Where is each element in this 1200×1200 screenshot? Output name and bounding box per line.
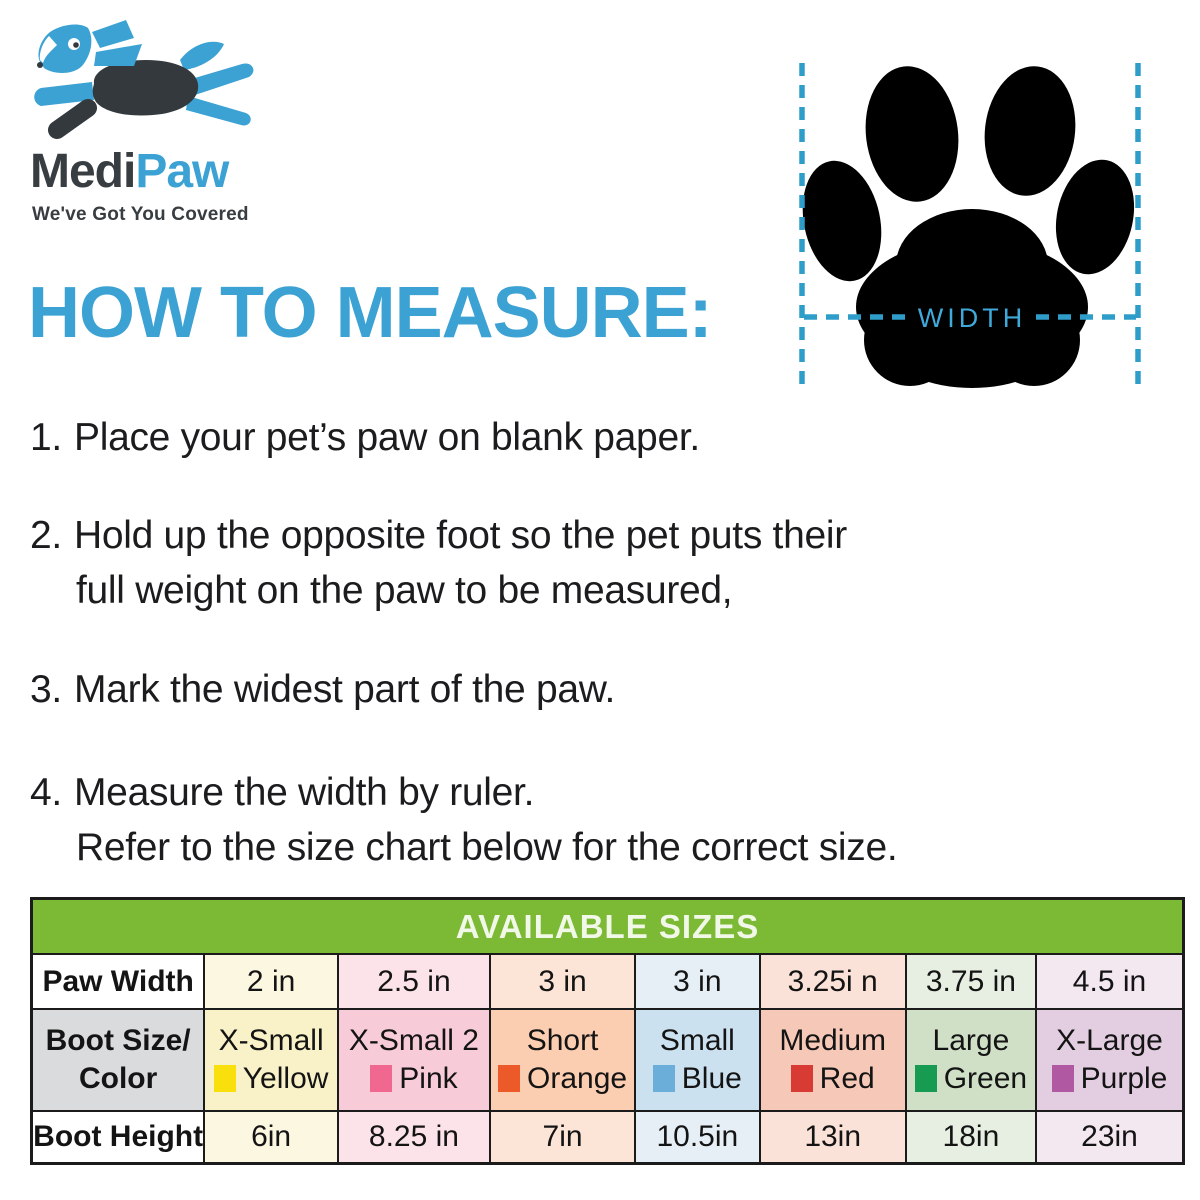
available-sizes-header: AVAILABLE SIZES: [32, 899, 1184, 955]
brand-name-medi: Medi: [30, 145, 136, 198]
color-swatch: [1052, 1065, 1074, 1092]
color-swatch: [214, 1065, 236, 1092]
paw-width-row: [32, 954, 1184, 1009]
boot-height-cell: 10.5in: [635, 1111, 759, 1164]
boot-height-cell: 18in: [906, 1111, 1036, 1164]
color-swatch: [791, 1065, 813, 1092]
available-sizes-header-row: [32, 899, 1184, 955]
step-1-number: 1.: [30, 416, 62, 459]
page-title: HOW TO MEASURE:: [28, 273, 712, 353]
boot-height-label: Boot Height: [32, 1111, 205, 1164]
boot-size-color-label: Boot Size/ Color: [32, 1009, 205, 1111]
dog-logo-icon: [30, 18, 262, 144]
paw-width-label: Paw Width: [32, 954, 205, 1009]
step-3: [30, 662, 615, 717]
boot-height-cell: 8.25 in: [338, 1111, 490, 1164]
sizes-table: [30, 897, 1185, 1165]
paw-width-diagram: [790, 55, 1150, 400]
boot-size-cell: X-Small Yellow: [204, 1009, 338, 1111]
paw-print-icon: [792, 61, 1144, 388]
step-2-number: 2.: [30, 514, 62, 557]
boot-height-cell: 7in: [490, 1111, 635, 1164]
step-2-text: Hold up the opposite foot so the pet puts their: [74, 514, 847, 557]
paw-width-cell: 2.5 in: [338, 954, 490, 1009]
boot-size-cell: Medium Red: [760, 1009, 906, 1111]
step-4: [30, 765, 897, 875]
boot-height-cell: 23in: [1036, 1111, 1184, 1164]
step-2-text-line2: full weight on the paw to be measured,: [76, 569, 733, 612]
color-swatch: [498, 1065, 520, 1092]
paw-width-cell: 2 in: [204, 954, 338, 1009]
step-3-number: 3.: [30, 668, 62, 711]
brand-tagline: We've Got You Covered: [32, 204, 249, 225]
paw-width-cell: 3 in: [490, 954, 635, 1009]
boot-size-cell: Small Blue: [635, 1009, 759, 1111]
boot-height-row: [32, 1111, 1184, 1164]
step-4-text-line2: Refer to the size chart below for the correct size.: [76, 826, 898, 869]
brand-name-paw: Paw: [135, 145, 229, 198]
paw-width-cell: 4.5 in: [1036, 954, 1184, 1009]
boot-size-cell: X-Small 2 Pink: [338, 1009, 490, 1111]
boot-height-cell: 13in: [760, 1111, 906, 1164]
step-4-text: Measure the width by ruler.: [74, 771, 535, 814]
step-1-text: Place your pet’s paw on blank paper.: [74, 416, 700, 459]
width-label: WIDTH: [917, 303, 1027, 333]
brand-logo: [28, 18, 288, 226]
step-4-number: 4.: [30, 771, 62, 814]
step-2: [30, 508, 847, 618]
boot-size-cell: Large Green: [906, 1009, 1036, 1111]
color-swatch: [370, 1065, 392, 1092]
boot-size-cell: Short Orange: [490, 1009, 635, 1111]
color-swatch: [653, 1065, 675, 1092]
boot-size-color-row: [32, 1009, 1184, 1111]
brand-name: [30, 145, 288, 198]
step-1: [30, 410, 700, 465]
boot-height-cell: 6in: [204, 1111, 338, 1164]
boot-size-cell: X-Large Purple: [1036, 1009, 1184, 1111]
step-3-text: Mark the widest part of the paw.: [74, 668, 616, 711]
paw-width-cell: 3.75 in: [906, 954, 1036, 1009]
paw-width-cell: 3.25i n: [760, 954, 906, 1009]
paw-width-cell: 3 in: [635, 954, 759, 1009]
color-swatch: [915, 1065, 937, 1092]
